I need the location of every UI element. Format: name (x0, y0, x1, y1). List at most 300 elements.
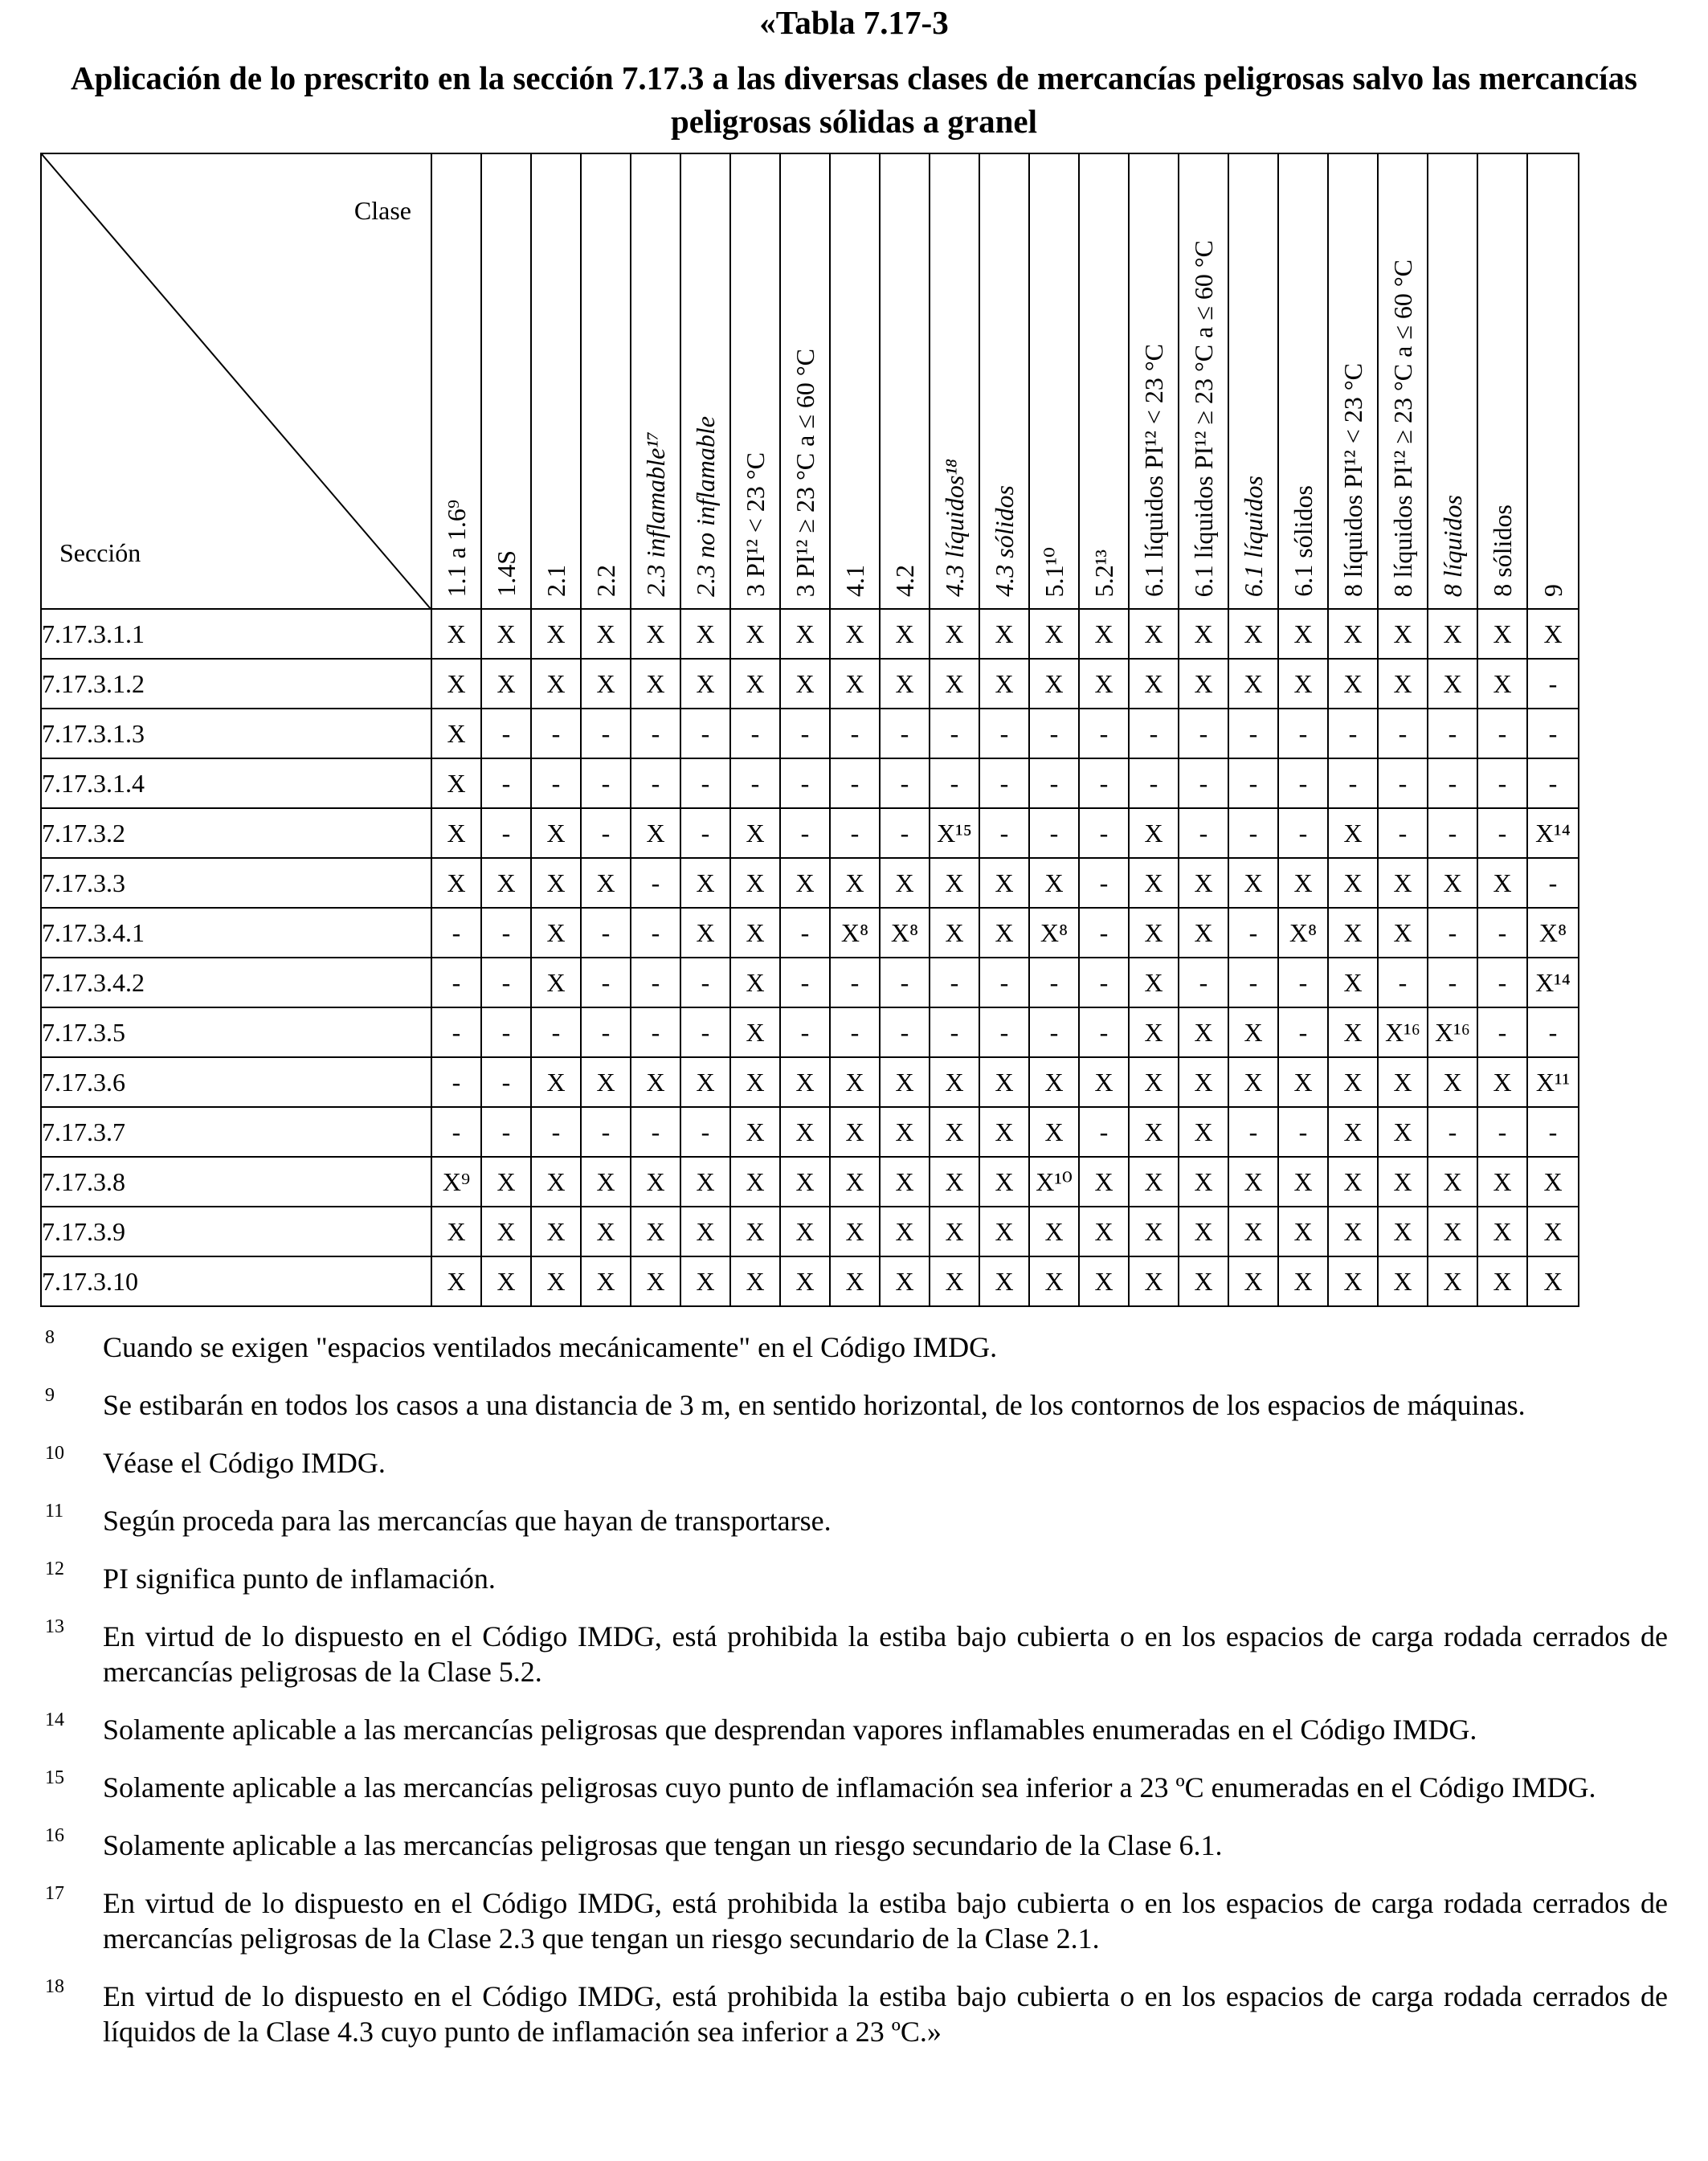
footnote-text: En virtud de lo dispuesto en el Código IMDG, está prohibida la estiba bajo cubierta o en los espacios de carga rodada cerrados de mercancías peligrosas de la Clase 2.3 que tengan un riesgo secundario de la Clase 2.1. (103, 1887, 1668, 1955)
table-cell: X (880, 858, 930, 908)
table-cell: - (481, 758, 531, 808)
table-cell: - (1477, 709, 1527, 758)
column-header (531, 153, 581, 609)
table-cell: X (880, 659, 930, 709)
table-cell: X (1278, 609, 1328, 659)
table-cell: - (631, 1107, 680, 1157)
table-cell: - (1079, 758, 1129, 808)
table-cell: X (780, 609, 830, 659)
column-header (1527, 153, 1579, 609)
table-cell: X (1079, 1256, 1129, 1306)
table-cell: X (1129, 958, 1179, 1007)
table-cell: X (1228, 609, 1278, 659)
table-cell: - (1477, 1007, 1527, 1057)
table-cell: X (1428, 609, 1477, 659)
table-cell: - (1328, 758, 1378, 808)
table-cell: X (830, 1107, 880, 1157)
table-cell: X (1079, 1157, 1129, 1207)
clase-label: Clase (353, 196, 411, 225)
table-row (41, 1107, 1579, 1157)
column-header (979, 153, 1029, 609)
table-cell: X (1328, 1057, 1378, 1107)
table-cell: X (930, 609, 979, 659)
column-header (930, 153, 979, 609)
table-cell: - (930, 958, 979, 1007)
table-cell: - (1477, 758, 1527, 808)
table-cell: X (1378, 609, 1428, 659)
table-cell: X (680, 659, 730, 709)
table-cell: X (1079, 1057, 1129, 1107)
table-cell: X (730, 659, 780, 709)
table-cell: X⁹ (431, 1157, 481, 1207)
table-cell: X (930, 1157, 979, 1207)
table-cell: X (1328, 808, 1378, 858)
table-cell: X (930, 659, 979, 709)
table-row (41, 958, 1579, 1007)
footnote (45, 1825, 1668, 1863)
table-cell: - (730, 758, 780, 808)
table-cell: X (730, 609, 780, 659)
table-cell: - (1179, 958, 1228, 1007)
table-cell: - (1029, 808, 1079, 858)
table-cell: - (1428, 958, 1477, 1007)
table-cell: - (481, 958, 531, 1007)
table-cell: X (1029, 609, 1079, 659)
table-cell: - (1527, 709, 1579, 758)
footnote-text: Cuando se exigen "espacios ventilados mecánicamente" en el Código IMDG. (103, 1331, 998, 1363)
table-cell: - (1228, 1107, 1278, 1157)
table-cell: - (531, 1007, 581, 1057)
column-header (1029, 153, 1079, 609)
table-cell: X⁸ (1527, 908, 1579, 958)
table-cell: - (979, 709, 1029, 758)
table-cell: X (1029, 1207, 1079, 1256)
column-header-label: 4.1 (840, 565, 869, 597)
table-cell: - (880, 1007, 930, 1057)
column-header-label: 1.1 a 1.6⁹ (442, 499, 471, 597)
table-cell: X (1328, 1207, 1378, 1256)
table-cell: - (1527, 858, 1579, 908)
table-cell: X (830, 1157, 880, 1207)
section-cell: 7.17.3.1.3 (41, 709, 431, 758)
table-cell: X (1129, 659, 1179, 709)
section-cell: 7.17.3.1.1 (41, 609, 431, 659)
table-cell: X (830, 1207, 880, 1256)
table-cell: X (1029, 1057, 1079, 1107)
footnote-text: En virtud de lo dispuesto en el Código IMDG, está prohibida la estiba bajo cubierta o en los espacios de carga rodada cerrados de líquidos de la Clase 4.3 cuyo punto de inflamación sea inferior a 23 ºC.» (103, 1980, 1668, 2048)
table-cell: X (979, 659, 1029, 709)
section-cell: 7.17.3.1.4 (41, 758, 431, 808)
table-cell: - (1079, 808, 1129, 858)
table-cell: X (780, 1256, 830, 1306)
table-cell: X (1228, 1007, 1278, 1057)
column-header (1477, 153, 1527, 609)
table-cell: - (930, 709, 979, 758)
section-cell: 7.17.3.3 (41, 858, 431, 908)
table-cell: - (680, 709, 730, 758)
table-cell: - (780, 958, 830, 1007)
table-cell: X¹⁴ (1527, 808, 1579, 858)
table-cell: X (531, 609, 581, 659)
table-cell: X (1378, 908, 1428, 958)
table-cell: - (780, 908, 830, 958)
column-header (730, 153, 780, 609)
column-header-label: 8 líquidos (1438, 494, 1467, 597)
column-header-label: 2.2 (591, 565, 620, 597)
table-cell: - (880, 709, 930, 758)
column-header-label: 2.3 no inflamable (691, 416, 720, 597)
column-header (1228, 153, 1278, 609)
footnote (45, 1885, 1668, 1956)
table-cell: X (631, 1207, 680, 1256)
table-cell: X (1328, 609, 1378, 659)
table-cell: X (431, 758, 481, 808)
column-header (1378, 153, 1428, 609)
table-cell: X (1129, 1256, 1179, 1306)
table-cell: X (930, 858, 979, 908)
footnote (45, 1976, 1668, 2049)
table-cell: X (1477, 1157, 1527, 1207)
table-row (41, 1057, 1579, 1107)
seccion-label: Sección (59, 538, 141, 567)
footnote-number: 10 (45, 1443, 64, 1464)
table-cell: - (1079, 1007, 1129, 1057)
table-cell: X (930, 1207, 979, 1256)
table-cell: X¹⁵ (930, 808, 979, 858)
table-cell: X (730, 908, 780, 958)
table-cell: X (431, 1256, 481, 1306)
table-cell: - (830, 958, 880, 1007)
table-cell: X (631, 1256, 680, 1306)
table-cell: X (1378, 1157, 1428, 1207)
table-cell: X (1328, 659, 1378, 709)
table-cell: - (481, 709, 531, 758)
table-cell: X (631, 609, 680, 659)
table-cell: X (1378, 659, 1428, 709)
footnote (45, 1445, 1668, 1481)
table-cell: - (1378, 709, 1428, 758)
table-cell: - (1378, 808, 1428, 858)
table-cell: X (1328, 958, 1378, 1007)
table-cell: - (481, 1007, 531, 1057)
table-cell: - (1129, 709, 1179, 758)
table-cell: X (1179, 1057, 1228, 1107)
table-cell: X (1477, 609, 1527, 659)
table-cell: X (1228, 858, 1278, 908)
table-cell: X (481, 1256, 531, 1306)
table-cell: X (1129, 858, 1179, 908)
table-cell: X (1278, 1256, 1328, 1306)
column-header-label: 6.1 líquidos PI¹² ≥ 23 °C a ≤ 60 °C (1189, 239, 1218, 597)
table-cell: X (1527, 1157, 1579, 1207)
table-cell: - (1278, 709, 1328, 758)
table-cell: - (531, 1107, 581, 1157)
section-cell: 7.17.3.2 (41, 808, 431, 858)
table-cell: X (631, 1157, 680, 1207)
table-cell: - (880, 808, 930, 858)
column-header-label: 4.3 sólidos (990, 485, 1019, 597)
column-header-label: 5.2¹³ (1089, 549, 1118, 597)
table-cell: X (581, 858, 631, 908)
footnote-text: Véase el Código IMDG. (103, 1447, 386, 1479)
table-cell: X (930, 1107, 979, 1157)
table-cell: - (1428, 908, 1477, 958)
footnote-number: 14 (45, 1710, 64, 1730)
table-cell: X (979, 1207, 1029, 1256)
column-header (1278, 153, 1328, 609)
table-cell: X (730, 1157, 780, 1207)
table-cell: X (1428, 1057, 1477, 1107)
table-cell: - (830, 709, 880, 758)
table-cell: X (1378, 858, 1428, 908)
table-cell: - (481, 908, 531, 958)
table-cell: X (780, 858, 830, 908)
table-cell: X (1029, 1107, 1079, 1157)
table-cell: X (730, 1207, 780, 1256)
table-cell: X (830, 1057, 880, 1107)
table-cell: X (930, 1057, 979, 1107)
table-cell: X (1527, 1256, 1579, 1306)
table-cell: - (1477, 808, 1527, 858)
table-cell: - (680, 1107, 730, 1157)
table-cell: X (1328, 1256, 1378, 1306)
footnote-text: Se estibarán en todos los casos a una distancia de 3 m, en sentido horizontal, de los contornos de los espacios de máquinas. (103, 1389, 1526, 1421)
table-cell: X (730, 1256, 780, 1306)
footnote-text: Solamente aplicable a las mercancías peligrosas cuyo punto de inflamación sea inferior a 23 ºC enumeradas en el Código IMDG. (103, 1771, 1596, 1804)
table-cell: X¹⁴ (1527, 958, 1579, 1007)
table-cell: - (1179, 758, 1228, 808)
table-cell: X (631, 659, 680, 709)
table-cell: X⁸ (1278, 908, 1328, 958)
footnote-text: Según proceda para las mercancías que hayan de transportarse. (103, 1505, 832, 1537)
table-cell: - (1278, 1007, 1328, 1057)
table-cell: X (1228, 659, 1278, 709)
table-cell: X (1378, 1057, 1428, 1107)
table-cell: X¹⁶ (1428, 1007, 1477, 1057)
column-header (680, 153, 730, 609)
table-row (41, 808, 1579, 858)
section-cell: 7.17.3.1.2 (41, 659, 431, 709)
table-cell: X (880, 1107, 930, 1157)
table-cell: - (1079, 709, 1129, 758)
table-cell: X (730, 958, 780, 1007)
table-cell: X (431, 1207, 481, 1256)
footnote-number: 17 (45, 1883, 64, 1904)
column-header-label: 5.1¹⁰ (1040, 546, 1069, 597)
table-cell: - (631, 858, 680, 908)
table-cell: - (1029, 1007, 1079, 1057)
column-header-label: 8 líquidos PI¹² < 23 °C (1338, 363, 1367, 597)
table-cell: - (880, 758, 930, 808)
table-cell: - (431, 908, 481, 958)
table-cell: - (780, 808, 830, 858)
table-row (41, 1157, 1579, 1207)
table-cell: X (780, 1057, 830, 1107)
table-cell: X⁸ (830, 908, 880, 958)
table-cell: - (1079, 958, 1129, 1007)
table-cell: - (1228, 709, 1278, 758)
table-cell: X (1428, 659, 1477, 709)
table-cell: - (1477, 1107, 1527, 1157)
table-cell: - (1428, 1107, 1477, 1157)
column-header-label: 2.1 (541, 565, 570, 597)
column-header (880, 153, 930, 609)
table-cell: X (481, 609, 531, 659)
table-cell: X (581, 1207, 631, 1256)
table-cell: - (1079, 1107, 1129, 1157)
table-cell: - (1228, 908, 1278, 958)
table-cell: X (1029, 1256, 1079, 1306)
table-cell: X (531, 858, 581, 908)
table-row (41, 659, 1579, 709)
column-header (780, 153, 830, 609)
section-cell: 7.17.3.10 (41, 1256, 431, 1306)
table-cell: X (830, 609, 880, 659)
table-cell: X (1228, 1256, 1278, 1306)
table-cell: - (1477, 908, 1527, 958)
table-cell: X (531, 808, 581, 858)
table-cell: - (680, 1007, 730, 1057)
table-cell: X (1129, 1207, 1179, 1256)
table-row (41, 1007, 1579, 1057)
table-cell: X (979, 1057, 1029, 1107)
table-cell: - (1079, 858, 1129, 908)
table-cell: X (730, 1007, 780, 1057)
table-cell: X (1378, 1207, 1428, 1256)
column-header-label: 8 líquidos PI¹² ≥ 23 °C a ≤ 60 °C (1388, 259, 1417, 597)
table-cell: X (531, 1057, 581, 1107)
table-cell: X (880, 1157, 930, 1207)
footnote (45, 1712, 1668, 1747)
table-cell: - (1228, 958, 1278, 1007)
table-cell: - (581, 808, 631, 858)
table-cell: - (780, 1007, 830, 1057)
column-header-label: 4.3 líquidos¹⁸ (940, 459, 969, 597)
table-cell: X (1428, 1256, 1477, 1306)
table-cell: X (1477, 1057, 1527, 1107)
table-cell: X (880, 1207, 930, 1256)
footnote-text: PI significa punto de inflamación. (103, 1563, 496, 1595)
table-cell: X (1179, 1107, 1228, 1157)
column-header (431, 153, 481, 609)
table-cell: X (680, 908, 730, 958)
footnote-number: 18 (45, 1976, 64, 1997)
table-cell: X (1477, 1256, 1527, 1306)
table-cell: X (1328, 858, 1378, 908)
table-cell: X (680, 1207, 730, 1256)
table-cell: X (680, 1256, 730, 1306)
table-cell: - (1278, 1107, 1328, 1157)
table-cell: X (1378, 1107, 1428, 1157)
table-cell: X (481, 659, 531, 709)
table-cell: X (680, 858, 730, 908)
table-cell: - (481, 1057, 531, 1107)
table-cell: X (1278, 858, 1328, 908)
table-cell: - (780, 709, 830, 758)
table-cell: - (631, 758, 680, 808)
table-cell: - (1079, 908, 1129, 958)
table-cell: X (880, 609, 930, 659)
table-cell: X (581, 1157, 631, 1207)
table-cell: - (431, 958, 481, 1007)
table-cell: - (1228, 808, 1278, 858)
table-row (41, 609, 1579, 659)
footnote-text: En virtud de lo dispuesto en el Código IMDG, está prohibida la estiba bajo cubierta o en los espacios de carga rodada cerrados de mercancías peligrosas de la Clase 5.2. (103, 1620, 1668, 1688)
table-cell: X (581, 659, 631, 709)
section-cell: 7.17.3.4.2 (41, 958, 431, 1007)
table-cell: - (531, 758, 581, 808)
table-cell: X (1079, 1207, 1129, 1256)
column-header (1129, 153, 1179, 609)
table-row (41, 1256, 1579, 1306)
table-cell: - (431, 1007, 481, 1057)
table-cell: - (930, 758, 979, 808)
table-cell: X (1477, 858, 1527, 908)
column-header (1428, 153, 1477, 609)
table-cell: - (1527, 758, 1579, 808)
table-cell: X (1428, 1207, 1477, 1256)
column-header (631, 153, 680, 609)
table-cell: - (581, 709, 631, 758)
table-cell: X (1179, 858, 1228, 908)
table-cell: X (680, 1057, 730, 1107)
table-cell: - (1029, 958, 1079, 1007)
table-cell: X (481, 1207, 531, 1256)
table-cell: - (581, 958, 631, 1007)
column-header-label: 2.3 inflamable¹⁷ (641, 431, 670, 597)
footnote (45, 1327, 1668, 1365)
table-cell: - (581, 1107, 631, 1157)
table-cell: X (1428, 1157, 1477, 1207)
table-cell: - (1378, 758, 1428, 808)
column-header (1179, 153, 1228, 609)
table-cell: X (631, 1057, 680, 1107)
table-cell: - (979, 758, 1029, 808)
table-cell: - (830, 758, 880, 808)
table-cell: - (1527, 659, 1579, 709)
table-cell: - (581, 1007, 631, 1057)
table-cell: X (930, 908, 979, 958)
table-cell: - (830, 808, 880, 858)
table-cell: - (1129, 758, 1179, 808)
table-cell: X (431, 858, 481, 908)
table-cell: - (730, 709, 780, 758)
table-subtitle: Aplicación de lo prescrito en la sección 7.17.3 a las diversas clases de mercancías peligrosas salvo las mercancías peligrosas sólidas a granel (70, 59, 1637, 140)
table-cell: X (979, 1256, 1029, 1306)
table-cell: X (1527, 609, 1579, 659)
table-cell: X (730, 808, 780, 858)
table-cell: X (1278, 1157, 1328, 1207)
table-cell: - (979, 1007, 1029, 1057)
table-cell: - (1378, 958, 1428, 1007)
table-cell: - (680, 758, 730, 808)
column-header-label: 3 PI¹² ≥ 23 °C a ≤ 60 °C (791, 348, 819, 597)
table-cell: - (1278, 958, 1328, 1007)
column-header-label: 8 sólidos (1488, 505, 1517, 597)
table-cell: - (930, 1007, 979, 1057)
table-cell: - (1228, 758, 1278, 808)
table-cell: X (1278, 659, 1328, 709)
table-cell: X (1129, 908, 1179, 958)
table-cell: X (979, 1107, 1029, 1157)
table-cell: X (1328, 1007, 1378, 1057)
table-cell: - (581, 758, 631, 808)
table-cell: X (1179, 908, 1228, 958)
table-row (41, 1207, 1579, 1256)
table-cell: X (1328, 908, 1378, 958)
table-cell: X (1029, 659, 1079, 709)
table-cell: X (481, 1157, 531, 1207)
